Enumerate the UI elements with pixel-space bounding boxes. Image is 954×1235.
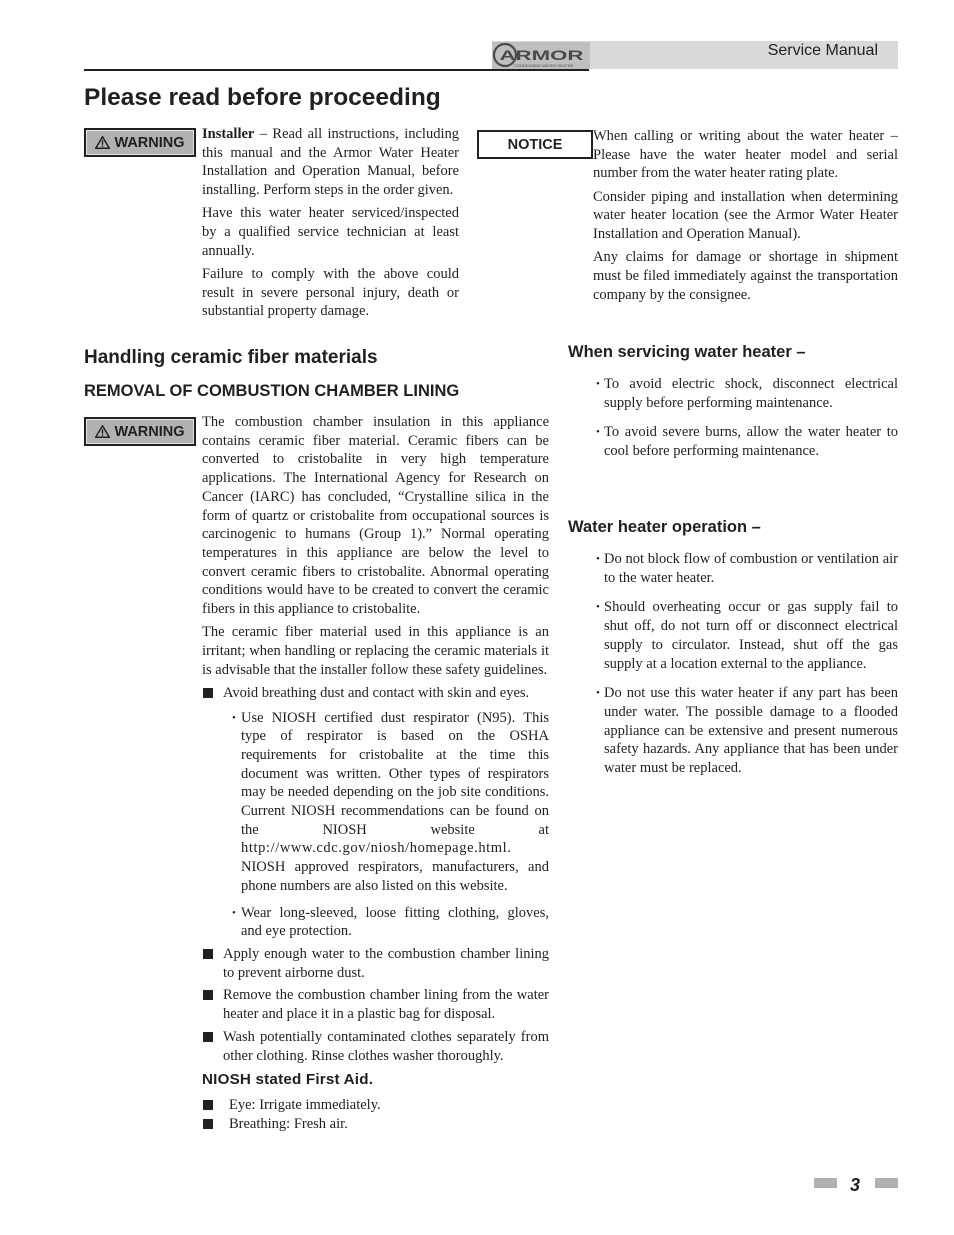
servicing-block	[596, 375, 898, 461]
list-item	[596, 550, 898, 587]
ceramic-text-2: The ceramic fiber material used in this appliance is an irritant; when handling or replacing the ceramic materials it is advisable that the installer follow these safety guidelines.	[202, 624, 549, 678]
warning-triangle-icon	[95, 425, 110, 438]
warning-label: WARNING	[114, 134, 185, 151]
ceramic-text-1: The combustion chamber insulation in this appliance contains ceramic fiber material. Ceramic fibers can be converted to cristobalite in very high temperature applications. The International Agency for Research on Cancer (IARC) has concluded, “Crystalline silica in the form of quartz or cristobalite from occupational sources is carcinogenic to humans (Group 1).” Normal operating temperatures in this appliance are below the level to convert ceramic fibers to cristobalite. Abnormal operating conditions would have to be created to convert the ceramic fibers in this appliance to cristobalite.	[202, 414, 549, 618]
operation-block	[596, 550, 898, 778]
ceramic-heading: Handling ceramic fiber materials	[84, 347, 378, 368]
list-item	[202, 1028, 549, 1065]
guideline-text: Wash potentially contaminated clothes separately from other clothing. Rinse clothes washer thoroughly.	[223, 1028, 549, 1064]
ceramic-body	[202, 413, 549, 1133]
installer-service-text: Have this water heater serviced/inspected by a qualified service technician at least annually.	[202, 205, 459, 259]
clothing-text: Wear long-sleeved, loose fitting clothing, gloves, and eye protection.	[241, 904, 549, 940]
servicing-heading: When servicing water heater –	[568, 343, 806, 361]
installer-failure-text: Failure to comply with the above could result in severe personal injury, death or substantial property damage.	[202, 265, 459, 320]
respirator-text-end: NIOSH approved respirators, manufacturers, and phone numbers are also listed on this website.	[241, 859, 549, 894]
guideline-text: Apply enough water to the combustion chamber lining to prevent airborne dust.	[223, 945, 549, 981]
list-item	[232, 904, 549, 941]
list-item	[202, 1096, 549, 1115]
first-aid-text: Breathing: Fresh air.	[229, 1115, 348, 1132]
removal-subheading: REMOVAL OF COMBUSTION CHAMBER LINING	[84, 382, 460, 400]
niosh-url: http://www.cdc.gov/niosh/homepage.html.	[241, 840, 512, 857]
installer-text: – Read all instructions, including this manual and the Armor Water Heater Installation and Operation Manual, before installing. Perform steps in the order given.	[202, 126, 459, 199]
header-rule	[84, 69, 589, 71]
installer-lead: Installer	[202, 126, 255, 142]
safety-guidelines-list	[202, 684, 549, 1065]
installer-block	[202, 125, 459, 326]
notice-block	[593, 127, 898, 309]
logo-letter: ARMOR	[499, 47, 584, 63]
page-title: Please read before proceeding	[84, 84, 441, 111]
guideline-text: Remove the combustion chamber lining from the water heater and place it in a plastic bag for disposal.	[223, 987, 549, 1023]
warning-label: WARNING	[114, 423, 185, 440]
list-item	[596, 684, 898, 778]
page-number: 3	[850, 1175, 861, 1195]
notice-text-1: When calling or writing about the water heater – Please have the water heater model and serial number from the water heater rating plate.	[593, 128, 898, 182]
first-aid-list	[202, 1096, 549, 1133]
operation-text: Do not use this water heater if any part has been under water. The possible damage to a flooded appliance can be extensive and present numerous safety hazards. Any appliance that has been under water must be replaced.	[604, 685, 898, 777]
warning-badge	[84, 128, 196, 157]
list-item	[232, 709, 549, 896]
respirator-text: Use NIOSH certified dust respirator (N95). This type of respirator is based on the OSHA requirements for cristobalite at the time this document was written. Other types of respirators may be needed depending on the job site conditions. Current NIOSH recommendations can be found on the NIOSH website at	[241, 709, 549, 838]
guideline-text: Avoid breathing dust and contact with skin and eyes.	[223, 684, 530, 701]
notice-text-2: Consider piping and installation when determining water heater location (see the Armor Water Heater Installation and Operation Manual).	[593, 188, 898, 243]
operation-text: Do not block flow of combustion or ventilation air to the water heater.	[604, 551, 898, 586]
first-aid-text: Eye: Irrigate immediately.	[229, 1096, 381, 1113]
operation-text: Should overheating occur or gas supply fail to shut off, do not turn off or disconnect electrical supply to circulator. Instead, shut off the gas supply at a location external to the appliance.	[604, 599, 898, 672]
servicing-text: To avoid electric shock, disconnect electrical supply before performing maintenance.	[604, 376, 898, 411]
armor-logo	[492, 42, 590, 69]
notice-text-3: Any claims for damage or shortage in shipment must be filed immediately against the transportation company by the consignee.	[593, 249, 898, 303]
servicing-list	[596, 375, 898, 461]
sub-list	[223, 709, 549, 941]
page-number-bar-left	[814, 1178, 837, 1188]
service-manual-label: Service Manual	[767, 42, 878, 59]
list-item	[202, 986, 549, 1023]
operation-list	[596, 550, 898, 778]
notice-label: NOTICE	[507, 136, 563, 153]
warning-badge	[84, 417, 196, 446]
list-item	[596, 598, 898, 673]
page-number-bar-right	[875, 1178, 898, 1188]
list-item	[202, 1115, 549, 1134]
list-item	[202, 945, 549, 982]
list-item	[596, 423, 898, 460]
logo-subtext: CONDENSING WATER HEATER	[514, 63, 574, 68]
first-aid-heading: NIOSH stated First Aid.	[202, 1071, 374, 1089]
servicing-text: To avoid severe burns, allow the water heater to cool before performing maintenance.	[604, 424, 898, 460]
warning-triangle-icon	[95, 136, 110, 149]
operation-heading: Water heater operation –	[568, 518, 761, 536]
list-item	[202, 684, 549, 941]
list-item	[596, 375, 898, 412]
notice-badge	[477, 130, 593, 159]
